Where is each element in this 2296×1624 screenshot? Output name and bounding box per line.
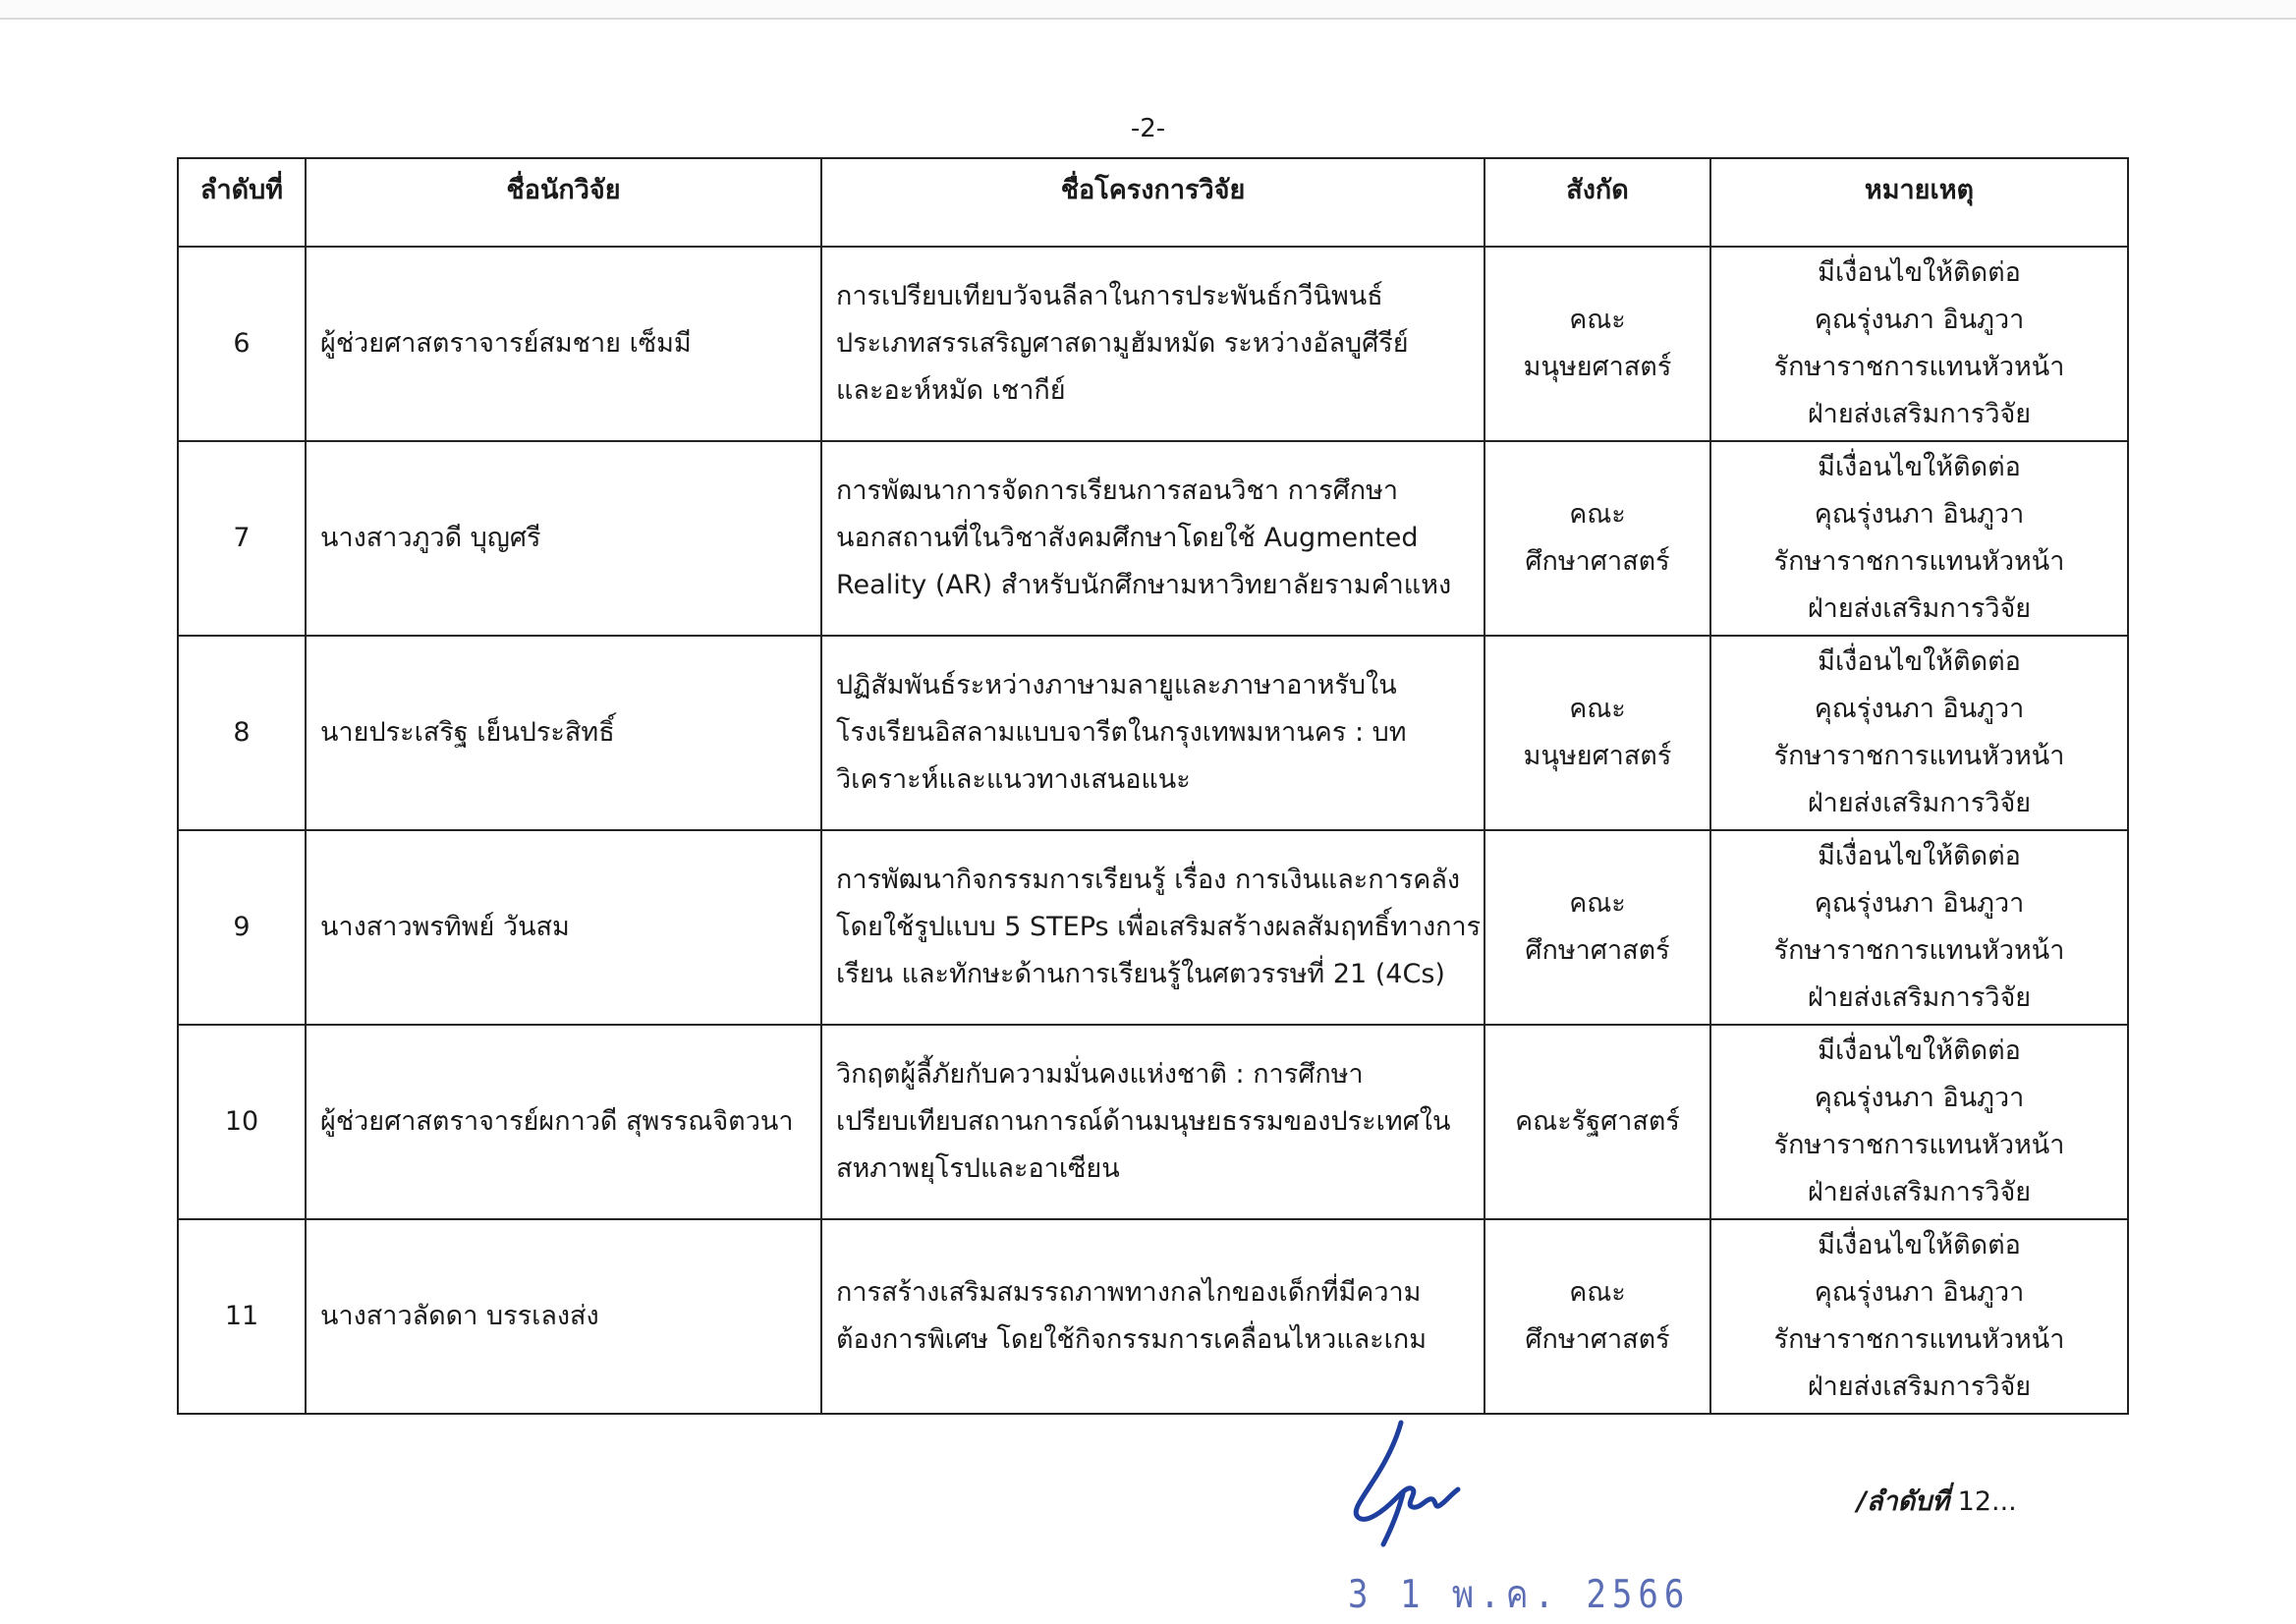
header-order: ลำดับที่ — [178, 158, 306, 247]
remark-line: รักษาราชการแทนหัวหน้า — [1773, 1324, 2065, 1355]
remark-line: รักษาราชการแทนหัวหน้า — [1773, 935, 2065, 966]
table-row — [178, 1219, 2128, 1414]
remark-line: ฝ่ายส่งเสริมการวิจัย — [1807, 1177, 2032, 1207]
row-researcher: นายประเสริฐ เย็นประสิทธิ์ — [306, 636, 821, 830]
remark-line: มีเงื่อนไขให้ติดต่อ — [1818, 257, 2021, 288]
remark-line: รักษาราชการแทนหัวหน้า — [1773, 741, 2065, 771]
date-stamp: 3 1 พ.ค. 2566 — [1348, 1572, 1691, 1618]
row-remark — [1710, 247, 2128, 441]
header-researcher: ชื่อนักวิจัย — [306, 158, 821, 247]
page-number: -2- — [1130, 114, 1166, 143]
remark-line: คุณรุ่งนภา อินภูวา — [1814, 694, 2025, 724]
remark-line: มีเงื่อนไขให้ติดต่อ — [1818, 1036, 2021, 1066]
affiliation-line: ศึกษาศาสตร์ — [1525, 935, 1670, 966]
row-order: 8 — [178, 636, 306, 830]
continuation-note — [1857, 1480, 2017, 1522]
row-order: 10 — [178, 1025, 306, 1219]
remark-line: คุณรุ่งนภา อินภูวา — [1814, 305, 2025, 335]
row-researcher: นางสาวลัดดา บรรเลงส่ง — [306, 1219, 821, 1414]
handwritten-signature — [1344, 1415, 1482, 1552]
project-line: การพัฒนากิจกรรมการเรียนรู้ เรื่อง การเงินและการคลัง — [836, 865, 1461, 895]
row-researcher: ผู้ช่วยศาสตราจารย์สมชาย เซ็มมี — [306, 247, 821, 441]
remark-line: มีเงื่อนไขให้ติดต่อ — [1818, 841, 2021, 871]
header-remark: หมายเหตุ — [1710, 158, 2128, 247]
affiliation-line: คณะ — [1569, 499, 1626, 530]
remark-line: มีเงื่อนไขให้ติดต่อ — [1818, 1230, 2021, 1260]
remark-line: ฝ่ายส่งเสริมการวิจัย — [1807, 788, 2032, 818]
project-line: การเปรียบเทียบวัจนลีลาในการประพันธ์กวีนิพนธ์ — [836, 281, 1383, 311]
affiliation-line: คณะ — [1569, 888, 1626, 919]
project-line: และอะห์หมัด เชากีย์ — [836, 375, 1066, 406]
row-order: 9 — [178, 830, 306, 1025]
affiliation-line: มนุษยศาสตร์ — [1523, 352, 1672, 382]
remark-line: มีเงื่อนไขให้ติดต่อ — [1818, 646, 2021, 677]
row-researcher: นางสาวพรทิพย์ วันสม — [306, 830, 821, 1025]
remark-line: ฝ่ายส่งเสริมการวิจัย — [1807, 982, 2032, 1013]
project-line: การสร้างเสริมสมรรถภาพทางกลไกของเด็กที่มีความ — [836, 1277, 1422, 1308]
project-line: ปฏิสัมพันธ์ระหว่างภาษามลายูและภาษาอาหรับใน — [836, 670, 1397, 700]
row-remark — [1710, 441, 2128, 636]
affiliation-line: ศึกษาศาสตร์ — [1525, 546, 1670, 577]
row-researcher: นางสาวภูวดี บุญศรี — [306, 441, 821, 636]
project-line: เปรียบเทียบสถานการณ์ด้านมนุษยธรรมของประเทศใน — [836, 1106, 1451, 1137]
affiliation-line: คณะ — [1569, 694, 1626, 724]
row-affiliation — [1484, 247, 1710, 441]
remark-line: ฝ่ายส่งเสริมการวิจัย — [1807, 1372, 2032, 1402]
project-line: ต้องการพิเศษ โดยใช้กิจกรรมการเคลื่อนไหวและเกม — [836, 1324, 1428, 1355]
remark-line: มีเงื่อนไขให้ติดต่อ — [1818, 452, 2021, 482]
scan-top-edge — [0, 0, 2296, 20]
table-row — [178, 830, 2128, 1025]
row-project — [821, 247, 1484, 441]
table-row — [178, 247, 2128, 441]
row-project — [821, 1219, 1484, 1414]
remark-line: คุณรุ่งนภา อินภูวา — [1814, 499, 2025, 530]
affiliation-line: คณะ — [1569, 1277, 1626, 1308]
project-line: Reality (AR) สำหรับนักศึกษามหาวิทยาลัยรามคำแหง — [836, 570, 1452, 600]
project-line: สหภาพยุโรปและอาเซียน — [836, 1153, 1120, 1184]
row-remark — [1710, 830, 2128, 1025]
continuation-label: /ลำดับที่ — [1857, 1486, 1950, 1517]
row-order: 7 — [178, 441, 306, 636]
project-line: นอกสถานที่ในวิชาสังคมศึกษาโดยใช้ Augmented — [836, 523, 1419, 553]
remark-line: ฝ่ายส่งเสริมการวิจัย — [1807, 593, 2032, 624]
row-researcher: ผู้ช่วยศาสตราจารย์ผกาวดี สุพรรณจิตวนา — [306, 1025, 821, 1219]
row-affiliation — [1484, 1025, 1710, 1219]
table-row — [178, 441, 2128, 636]
table-header-row — [178, 158, 2128, 247]
remark-line: คุณรุ่งนภา อินภูวา — [1814, 1277, 2025, 1308]
project-line: วิเคราะห์และแนวทางเสนอแนะ — [836, 764, 1191, 795]
project-line: โรงเรียนอิสลามแบบจารีตในกรุงเทพมหานคร : บท — [836, 717, 1407, 748]
affiliation-line: ศึกษาศาสตร์ — [1525, 1324, 1670, 1355]
row-affiliation — [1484, 441, 1710, 636]
project-line: เรียน และทักษะด้านการเรียนรู้ในศตวรรษที่ 21 (4Cs) — [836, 959, 1445, 989]
project-line: การพัฒนาการจัดการเรียนการสอนวิชา การศึกษา — [836, 476, 1399, 506]
row-remark — [1710, 636, 2128, 830]
row-project — [821, 1025, 1484, 1219]
row-affiliation — [1484, 636, 1710, 830]
row-order: 6 — [178, 247, 306, 441]
row-project — [821, 441, 1484, 636]
remark-line: รักษาราชการแทนหัวหน้า — [1773, 1130, 2065, 1160]
remark-line: คุณรุ่งนภา อินภูวา — [1814, 1083, 2025, 1113]
header-project: ชื่อโครงการวิจัย — [821, 158, 1484, 247]
remark-line: รักษาราชการแทนหัวหน้า — [1773, 352, 2065, 382]
row-remark — [1710, 1025, 2128, 1219]
row-project — [821, 830, 1484, 1025]
table-row — [178, 636, 2128, 830]
table-row — [178, 1025, 2128, 1219]
row-affiliation — [1484, 830, 1710, 1025]
header-affiliation: สังกัด — [1484, 158, 1710, 247]
project-line: ประเภทสรรเสริญศาสดามูฮัมหมัด ระหว่างอัลบูศีรีย์ — [836, 328, 1409, 359]
continuation-value: 12... — [1957, 1486, 2017, 1517]
row-remark — [1710, 1219, 2128, 1414]
project-line: โดยใช้รูปแบบ 5 STEPs เพื่อเสริมสร้างผลสัมฤทธิ์ทางการ — [836, 912, 1482, 942]
remark-line: ฝ่ายส่งเสริมการวิจัย — [1807, 399, 2032, 429]
row-project — [821, 636, 1484, 830]
affiliation-line: คณะ — [1569, 305, 1626, 335]
research-projects-table — [177, 157, 2129, 1415]
remark-line: รักษาราชการแทนหัวหน้า — [1773, 546, 2065, 577]
affiliation-line: คณะรัฐศาสตร์ — [1515, 1106, 1680, 1137]
row-order: 11 — [178, 1219, 306, 1414]
remark-line: คุณรุ่งนภา อินภูวา — [1814, 888, 2025, 919]
project-line: วิกฤตผู้ลี้ภัยกับความมั่นคงแห่งชาติ : การศึกษา — [836, 1059, 1364, 1090]
row-affiliation — [1484, 1219, 1710, 1414]
affiliation-line: มนุษยศาสตร์ — [1523, 741, 1672, 771]
